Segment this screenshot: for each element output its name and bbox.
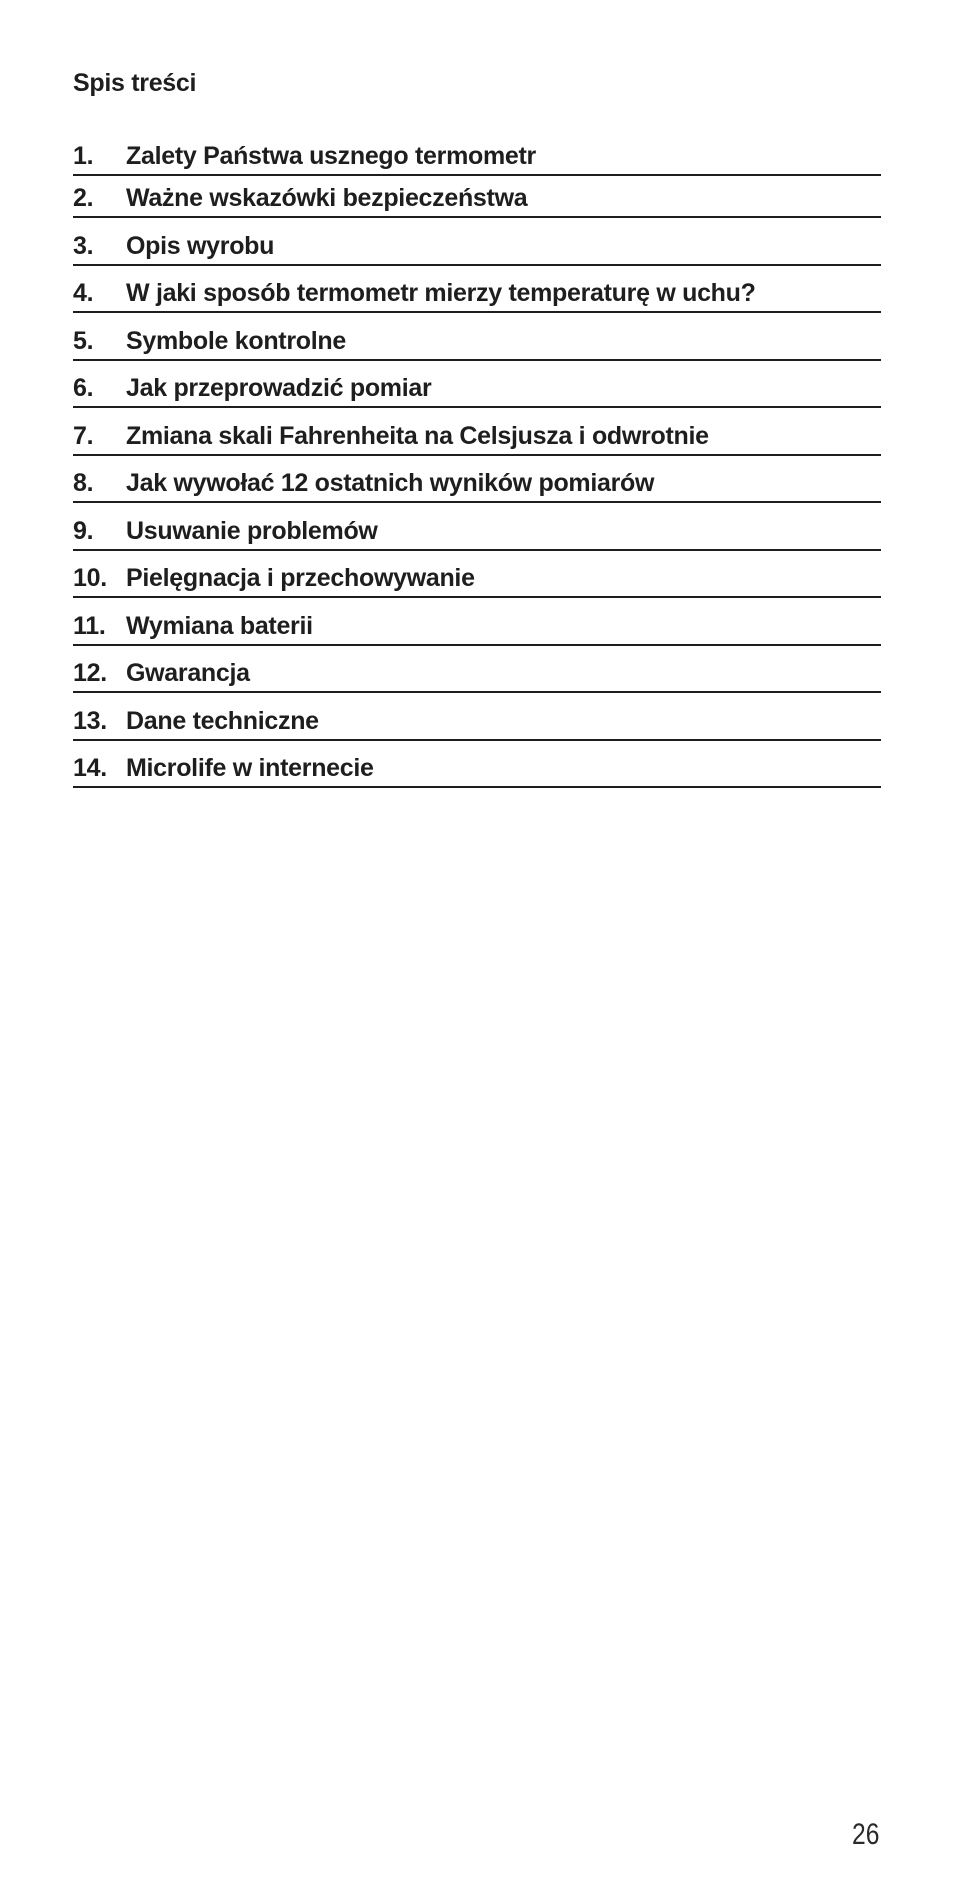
toc-item-label: Zalety Państwa usznego termometr xyxy=(126,142,536,170)
toc-item-number: 12. xyxy=(73,659,107,687)
toc-item-13[interactable] xyxy=(73,693,881,741)
toc-item-label: Gwarancja xyxy=(126,659,250,687)
toc-item-1[interactable] xyxy=(73,140,881,176)
toc-item-3[interactable] xyxy=(73,218,881,266)
toc-item-number: 10. xyxy=(73,564,107,592)
toc-item-label: W jaki sposób termometr mierzy temperaturę w uchu? xyxy=(126,279,756,307)
toc-item-label: Dane techniczne xyxy=(126,706,319,735)
toc-item-12[interactable] xyxy=(73,646,881,694)
toc-item-number: 5. xyxy=(73,326,94,355)
toc-item-label: Pielęgnacja i przechowywanie xyxy=(126,564,475,592)
toc-item-10[interactable] xyxy=(73,551,881,599)
toc-item-number: 6. xyxy=(73,374,94,402)
toc-item-label: Wymiana baterii xyxy=(126,611,313,640)
toc-item-label: Jak przeprowadzić pomiar xyxy=(126,374,432,402)
toc-item-6[interactable] xyxy=(73,361,881,409)
toc-item-11[interactable] xyxy=(73,598,881,646)
toc-item-number: 1. xyxy=(73,142,94,170)
toc-item-number: 13. xyxy=(73,706,107,735)
toc-item-4[interactable] xyxy=(73,266,881,314)
toc-item-number: 14. xyxy=(73,754,107,782)
toc-item-label: Jak wywołać 12 ostatnich wyników pomiarów xyxy=(126,469,655,497)
toc-item-number: 8. xyxy=(73,469,94,497)
toc-item-number: 9. xyxy=(73,516,94,545)
toc-item-label: Opis wyrobu xyxy=(126,231,275,260)
toc-item-number: 4. xyxy=(73,279,94,307)
toc-item-number: 7. xyxy=(73,421,94,450)
page-title: Spis treści xyxy=(73,69,197,97)
toc-item-label: Zmiana skali Fahrenheita na Celsjusza i odwrotnie xyxy=(126,421,709,450)
toc-item-label: Microlife w internecie xyxy=(126,754,374,782)
toc-item-7[interactable] xyxy=(73,408,881,456)
toc-item-number: 2. xyxy=(73,184,94,212)
toc-item-label: Symbole kontrolne xyxy=(126,326,346,355)
toc-item-number: 3. xyxy=(73,231,94,260)
toc-item-number: 11. xyxy=(73,611,106,640)
page-number: 26 xyxy=(851,1818,879,1851)
toc-item-5[interactable] xyxy=(73,313,881,361)
toc-item-14[interactable] xyxy=(73,741,881,789)
toc-item-9[interactable] xyxy=(73,503,881,551)
toc-item-label: Usuwanie problemów xyxy=(126,516,378,545)
toc-item-label: Ważne wskazówki bezpieczeństwa xyxy=(126,184,528,212)
table-of-contents xyxy=(73,140,881,788)
toc-item-2[interactable] xyxy=(73,176,881,218)
toc-item-8[interactable] xyxy=(73,456,881,504)
